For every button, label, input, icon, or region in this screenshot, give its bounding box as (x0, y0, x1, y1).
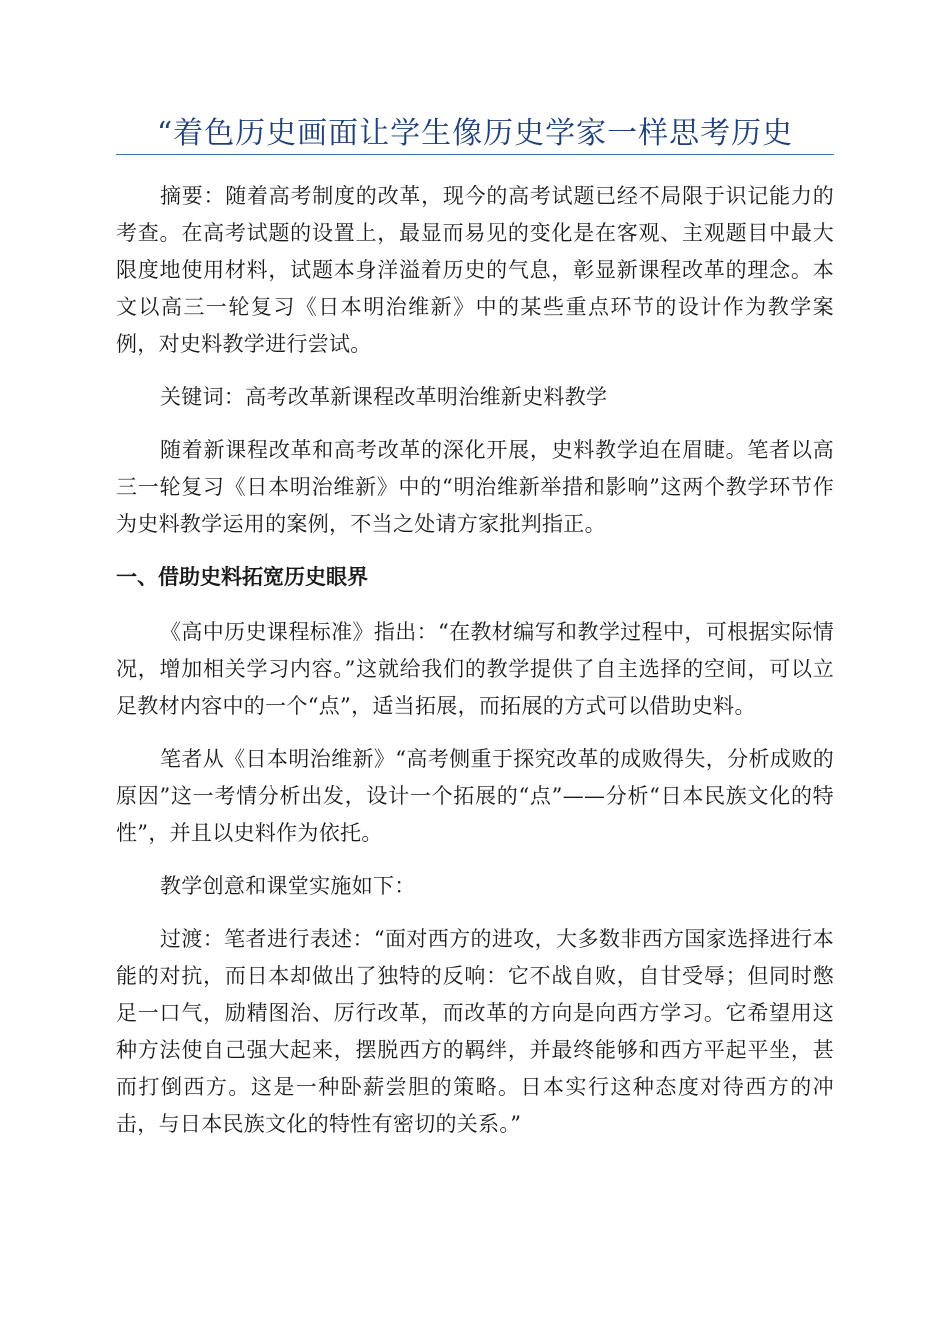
keywords-paragraph: 关键词：高考改革新课程改革明治维新史料教学 (160, 385, 608, 409)
document-body (116, 178, 834, 1159)
section-heading: 一、借助史料拓宽历史眼界 (116, 565, 368, 589)
body-paragraph: 教学创意和课堂实施如下： (160, 874, 416, 898)
document-title: “着色历史画面让学生像历史学家一样思考历史 (156, 116, 794, 151)
body-paragraph: 笔者从《日本明治维新》“高考侧重于探究改革的成败得失，分析成败的原因”这一考情分析出发，设计一个拓展的“点”——分析“日本民族文化的特性”，并且以史料作为依托。 (116, 747, 834, 845)
body-paragraph: 过渡：笔者进行表述：“面对西方的进攻，大多数非西方国家选择进行本能的对抗，而日本却做出了独特的反响：它不战自败，自甘受辱；但同时憋足一口气，励精图治、厉行改革，而改革的方向是向西方学习。它希望用这种方法使自己强大起来，摆脱西方的羁绊，并最终能够和西方平起平坐，甚而打倒西方。这是一种卧薪尝胆的策略。日本实行这种态度对待西方的冲击，与日本民族文化的特性有密切的关系。” (116, 927, 834, 1136)
body-paragraph: 《高中历史课程标准》指出：“在教材编写和教学过程中，可根据实际情况，增加相关学习内容。”这就给我们的教学提供了自主选择的空间，可以立足教材内容中的一个“点”，适当拓展，而拓展的方式可以借助史料。 (116, 620, 834, 718)
abstract-paragraph: 摘要：随着高考制度的改革，现今的高考试题已经不局限于识记能力的考查。在高考试题的设置上，最显而易见的变化是在客观、主观题目中最大限度地使用材料，试题本身洋溢着历史的气息，彰显新课程改革的理念。本文以高三一轮复习《日本明治维新》中的某些重点环节的设计作为教学案例，对史料教学进行尝试。 (116, 184, 834, 356)
intro-paragraph: 随着新课程改革和高考改革的深化开展，史料教学迫在眉睫。笔者以高三一轮复习《日本明治维新》中的“明治维新举措和影响”这两个教学环节作为史料教学运用的案例，不当之处请方家批判指正。 (116, 438, 834, 536)
title-underline (116, 154, 834, 155)
